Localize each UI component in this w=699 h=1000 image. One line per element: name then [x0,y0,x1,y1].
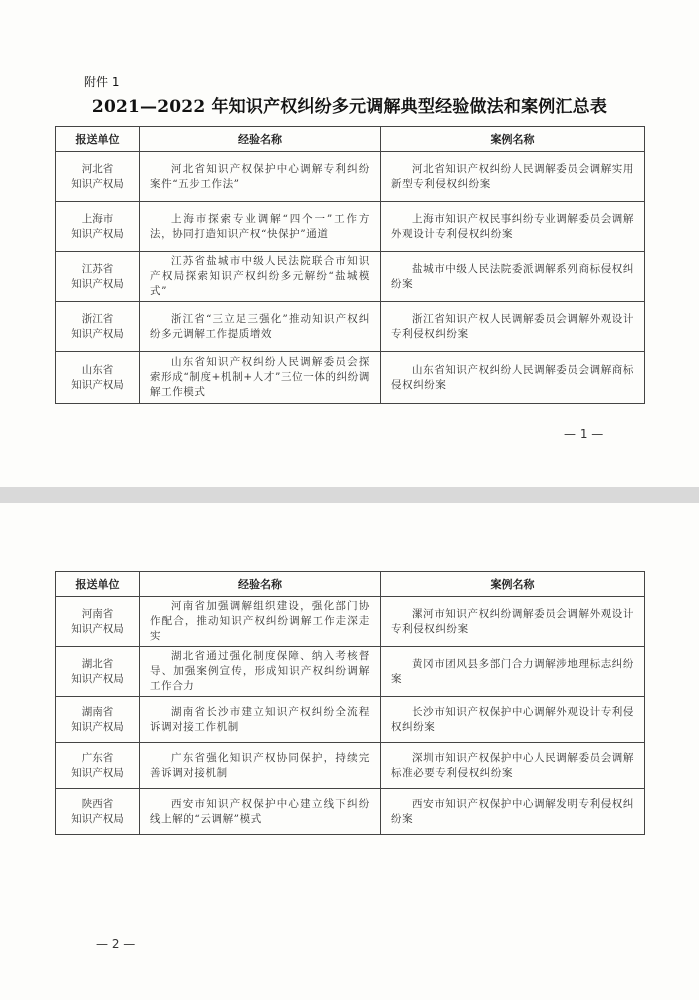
case-cell: 漯河市知识产权纠纷调解委员会调解外观设计专利侵权纠纷案 [381,597,645,647]
unit-province: 上海市 [81,212,114,225]
case-cell: 上海市知识产权民事纠纷专业调解委员会调解外观设计专利侵权纠纷案 [381,202,645,252]
case-cell: 西安市知识产权保护中心调解发明专利侵权纠纷案 [381,789,645,835]
document-title: 2021—2022 年知识产权纠纷多元调解典型经验做法和案例汇总表 [91,97,608,117]
case-cell: 浙江省知识产权人民调解委员会调解外观设计专利侵权纠纷案 [381,302,645,352]
table-header-row [56,572,645,597]
table-row [56,789,645,835]
table-row [56,697,645,743]
header-case: 案例名称 [381,127,645,152]
unit-office: 知识产权局 [71,277,124,290]
unit-office: 知识产权局 [71,720,124,733]
unit-office: 知识产权局 [71,672,124,685]
case-cell: 盐城市中级人民法院委派调解系列商标侵权纠纷案 [381,252,645,302]
unit-province: 湖北省 [81,657,114,670]
experience-cell: 浙江省“三立足三强化”推动知识产权纠纷多元调解工作提质增效 [140,302,381,352]
unit-cell [56,152,140,202]
table-row [56,597,645,647]
unit-province: 陕西省 [81,797,114,810]
unit-province: 山东省 [81,363,114,376]
page-number: — 2 — [96,937,136,951]
experience-cell: 河南省加强调解组织建设，强化部门协作配合，推动知识产权纠纷调解工作走深走实 [140,597,381,647]
unit-cell [56,202,140,252]
unit-cell [56,647,140,697]
experience-cell: 湖北省通过强化制度保障、纳入考核督导、加强案例宣传，形成知识产权纠纷调解工作合力 [140,647,381,697]
case-cell: 深圳市知识产权保护中心人民调解委员会调解标准必要专利侵权纠纷案 [381,743,645,789]
unit-cell [56,352,140,404]
experience-cell: 江苏省盐城市中级人民法院联合市知识产权局探索知识产权纠纷多元解纷“盐城模式” [140,252,381,302]
unit-cell [56,697,140,743]
summary-table-page-1 [55,126,645,404]
case-cell: 山东省知识产权纠纷人民调解委员会调解商标侵权纠纷案 [381,352,645,404]
unit-cell [56,597,140,647]
unit-province: 江苏省 [81,262,114,275]
case-cell: 河北省知识产权纠纷人民调解委员会调解实用新型专利侵权纠纷案 [381,152,645,202]
unit-cell [56,743,140,789]
attachment-label: 附件 1 [84,75,120,89]
unit-office: 知识产权局 [71,812,124,825]
unit-province: 广东省 [81,751,114,764]
table-row [56,152,645,202]
header-unit: 报送单位 [56,572,140,597]
unit-province: 河北省 [81,162,114,175]
experience-cell: 河北省知识产权保护中心调解专利纠纷案件“五步工作法” [140,152,381,202]
header-experience: 经验名称 [140,572,381,597]
table-row [56,647,645,697]
unit-office: 知识产权局 [71,766,124,779]
unit-province: 河南省 [81,607,114,620]
unit-office: 知识产权局 [71,327,124,340]
experience-cell: 山东省知识产权纠纷人民调解委员会探索形成“制度+机制+人才”三位一体的纠纷调解工作模式 [140,352,381,404]
table-header-row [56,127,645,152]
header-case: 案例名称 [381,572,645,597]
document-page-1 [0,0,699,487]
page-number: — 1 — [564,427,604,441]
unit-office: 知识产权局 [71,622,124,635]
unit-province: 湖南省 [81,705,114,718]
unit-province: 浙江省 [81,312,114,325]
unit-office: 知识产权局 [71,177,124,190]
experience-cell: 湖南省长沙市建立知识产权纠纷全流程诉调对接工作机制 [140,697,381,743]
experience-cell: 西安市知识产权保护中心建立线下纠纷线上解的“云调解”模式 [140,789,381,835]
table-row [56,352,645,404]
header-experience: 经验名称 [140,127,381,152]
table-row [56,743,645,789]
unit-office: 知识产权局 [71,227,124,240]
table-row [56,302,645,352]
header-unit: 报送单位 [56,127,140,152]
table-row [56,252,645,302]
unit-cell [56,252,140,302]
table-row [56,202,645,252]
case-cell: 黄冈市团风县多部门合力调解涉地理标志纠纷案 [381,647,645,697]
unit-cell [56,789,140,835]
case-cell: 长沙市知识产权保护中心调解外观设计专利侵权纠纷案 [381,697,645,743]
unit-cell [56,302,140,352]
experience-cell: 广东省强化知识产权协同保护，持续完善诉调对接机制 [140,743,381,789]
summary-table-page-2 [55,571,645,835]
document-page-2 [0,503,699,1000]
experience-cell: 上海市探索专业调解“四个一”工作方法，协同打造知识产权“快保护”通道 [140,202,381,252]
unit-office: 知识产权局 [71,378,124,391]
